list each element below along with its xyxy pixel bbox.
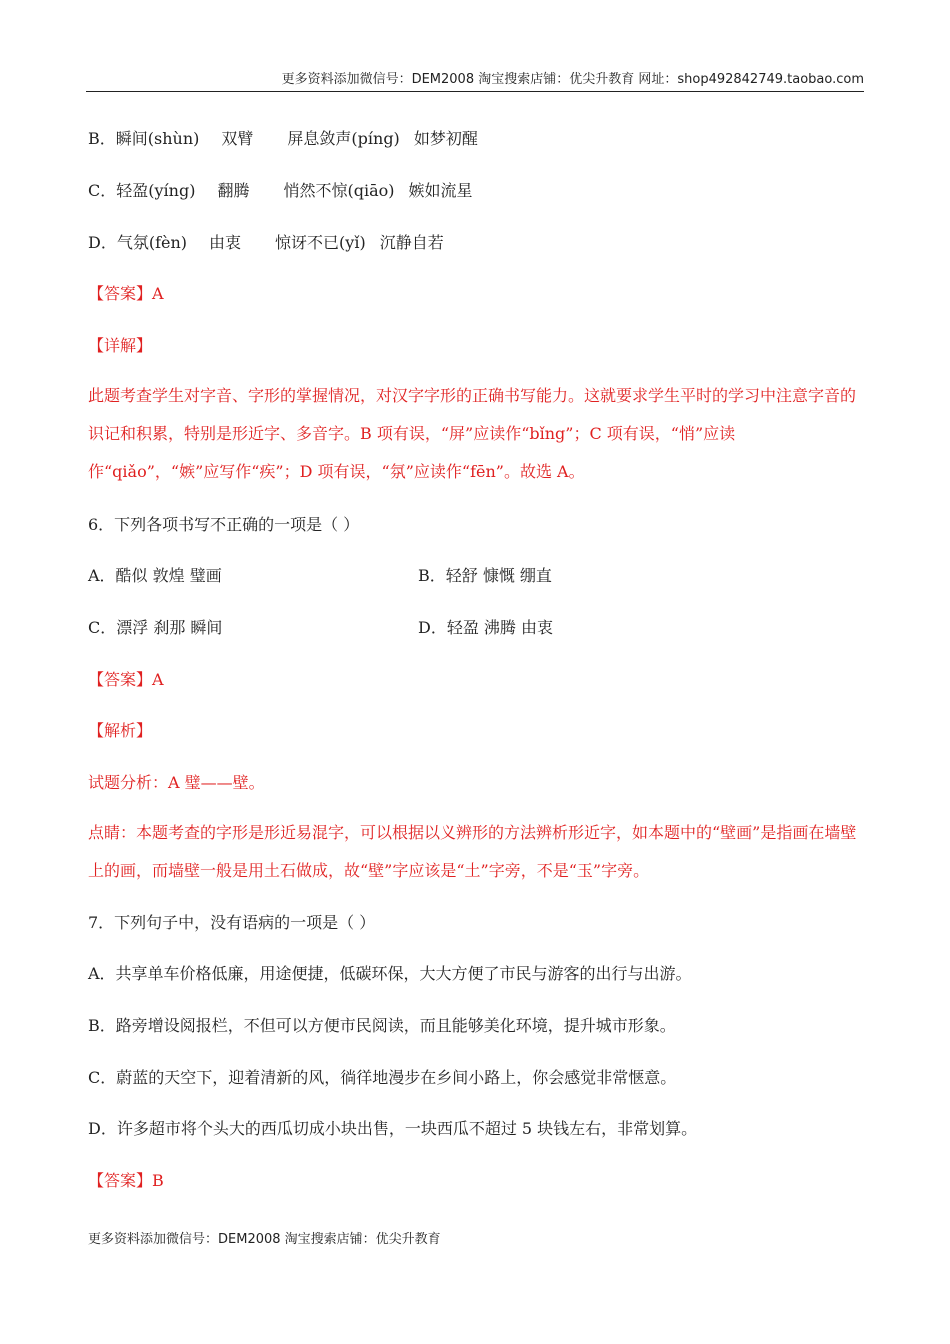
word: 惊讶不已(yǐ) xyxy=(275,233,366,252)
q7-option-d: D．许多超市将个头大的西瓜切成小块出售，一块西瓜不超过 5 块钱左右，非常划算。 xyxy=(88,1119,698,1138)
option-letter: D． xyxy=(88,233,117,252)
q7-question: 7．下列句子中，没有语病的一项是（ ） xyxy=(88,913,376,932)
q6-option-b: B．轻舒 慷慨 绷直 xyxy=(418,566,552,585)
q6-question: 6．下列各项书写不正确的一项是（ ） xyxy=(88,515,360,534)
q6-analysis-text: 试题分析：A 璧——壁。 xyxy=(88,773,265,792)
q6-option-c: C．漂浮 刹那 瞬间 xyxy=(88,618,223,637)
word: 轻盈(yíng) xyxy=(116,181,196,200)
q5-option-d xyxy=(88,233,444,253)
option-letter: B． xyxy=(88,129,116,148)
word: 翻腾 xyxy=(217,181,250,200)
word: 瞬间(shùn) xyxy=(115,129,200,148)
word: 双臂 xyxy=(221,129,254,148)
q5-detail-title: 【详解】 xyxy=(88,336,153,355)
q5-option-c xyxy=(88,181,473,201)
word: 由衷 xyxy=(209,233,242,252)
word: 如梦初醒 xyxy=(413,129,478,148)
word: 沉静自若 xyxy=(379,233,444,252)
q5-answer: 【答案】A xyxy=(88,284,164,303)
q7-option-c: C．蔚蓝的天空下，迎着清新的风，徜徉地漫步在乡间小路上，你会感觉非常惬意。 xyxy=(88,1068,677,1087)
option-letter: C． xyxy=(88,181,117,200)
q6-option-d: D．轻盈 沸腾 由衷 xyxy=(418,618,554,637)
word: 气氛(fèn) xyxy=(116,233,188,252)
q6-note-text: 点睛：本题考查的字形是形近易混字，可以根据以义辨形的方法辨析形近字，如本题中的“壁画”是指画在墙壁上的画，而墙壁一般是用土石做成，故“壁”字应该是“土”字旁，不是“玉”字旁。 xyxy=(88,823,857,880)
page-header: 更多资料添加微信号：DEM2008 淘宝搜索店铺：优尖升教育 网址：shop492842749.taobao.com xyxy=(86,68,864,92)
q7-option-b: B．路旁增设阅报栏，不但可以方便市民阅读，而且能够美化环境，提升城市形象。 xyxy=(88,1016,676,1035)
word: 嫉如流星 xyxy=(408,181,473,200)
q7-option-a: A．共享单车价格低廉，用途便捷，低碳环保，大大方便了市民与游客的出行与出游。 xyxy=(88,964,692,983)
q7-answer: 【答案】B xyxy=(88,1171,164,1190)
page-footer: 更多资料添加微信号：DEM2008 淘宝搜索店铺：优尖升教育 xyxy=(88,1232,441,1247)
q5-option-b xyxy=(88,129,478,149)
q5-detail-text: 此题考查学生对字音、字形的掌握情况，对汉字字形的正确书写能力。这就要求学生平时的学习中注意字音的识记和积累，特别是形近字、多音字。B 项有误，“屏”应读作“bǐng”；C 项有误，“悄”应读作“qiǎo”，“嫉”应写作“疾”；D 项有误，“氛”应读作“fēn”。故选 A。 xyxy=(88,386,857,481)
q6-answer: 【答案】A xyxy=(88,670,164,689)
word: 悄然不惊(qiāo) xyxy=(283,181,395,200)
q6-option-a: A．酷似 敦煌 璧画 xyxy=(88,566,222,585)
q6-analysis-title: 【解析】 xyxy=(88,721,153,740)
word: 屏息敛声(píng) xyxy=(287,129,400,148)
